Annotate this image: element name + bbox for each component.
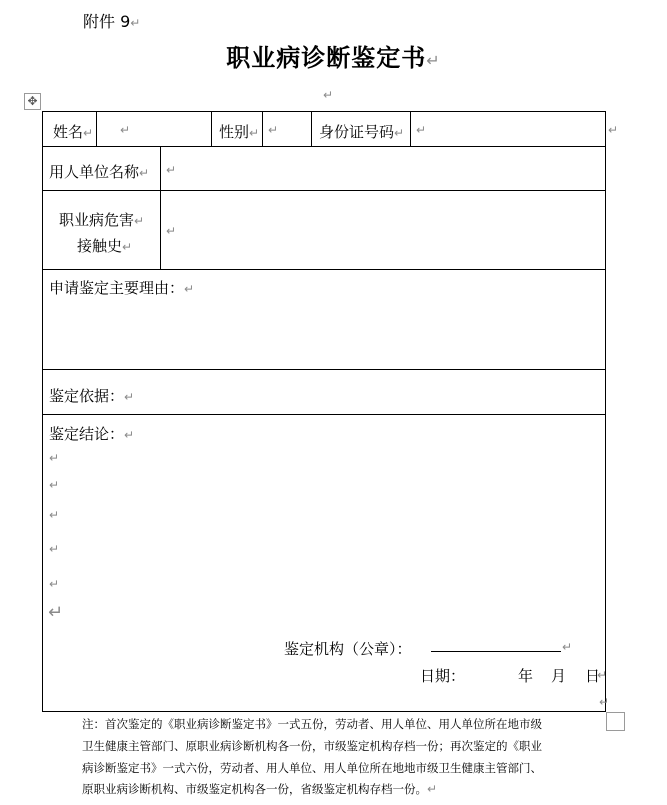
agency-seal-label: 鉴定机构（公章）： — [284, 640, 412, 658]
date-day-label: 日 — [585, 667, 601, 685]
exposure-history-label: 职业病危害↵ — [59, 211, 145, 229]
note-line-3: 病诊断鉴定书》一式六份，劳动者、用人单位、用人单位所在地地市级卫生健康主管部门、 — [82, 761, 542, 775]
row-divider — [42, 190, 606, 191]
paragraph-mark: ↵ — [49, 542, 60, 556]
row-divider — [42, 369, 606, 370]
table-move-handle-icon[interactable]: ✥ — [24, 93, 41, 110]
gender-field[interactable]: ↵ — [268, 123, 279, 137]
paragraph-mark: ↵ — [323, 88, 334, 102]
paragraph-mark: ↵ — [597, 668, 608, 682]
id-number-field[interactable]: ↵ — [416, 123, 427, 137]
date-year-label: 年 — [518, 667, 534, 685]
attachment-label: 附件 9↵ — [83, 12, 141, 31]
exposure-history-label-2: 接触史↵ — [77, 237, 133, 255]
table-resize-handle-icon[interactable] — [606, 712, 625, 731]
paragraph-mark: ↵ — [49, 508, 60, 522]
reason-label: 申请鉴定主要理由：↵ — [49, 279, 195, 297]
table-border-left — [42, 111, 43, 712]
note-line-2: 卫生健康主管部门、原职业病诊断机构各一份，市级鉴定机构存档一份；再次鉴定的《职业 — [82, 739, 542, 753]
conclusion-label: 鉴定结论：↵ — [49, 425, 135, 443]
id-number-label: 身份证号码↵ — [319, 123, 405, 141]
paragraph-mark: ↵ — [49, 577, 60, 591]
cell-divider — [96, 111, 97, 146]
employer-label: 用人单位名称↵ — [49, 163, 150, 181]
cell-divider — [211, 111, 212, 146]
table-border-top — [42, 111, 606, 112]
cell-divider — [160, 146, 161, 269]
row-end-mark: ↵ — [608, 123, 619, 137]
agency-seal-field[interactable] — [431, 651, 561, 652]
cell-divider — [311, 111, 312, 146]
basis-label: 鉴定依据：↵ — [49, 387, 135, 405]
exposure-history-field[interactable]: ↵ — [166, 224, 177, 238]
paragraph-mark: ↵ — [599, 695, 610, 709]
row-divider — [42, 146, 606, 147]
paragraph-mark: ↵ — [49, 478, 60, 492]
name-field[interactable]: ↵ — [120, 123, 131, 137]
page-title: 职业病诊断鉴定书↵ — [226, 44, 441, 72]
row-divider — [42, 414, 606, 415]
name-label: 姓名↵ — [53, 123, 94, 141]
date-label: 日期： — [420, 667, 466, 685]
date-month-label: 月 — [551, 667, 567, 685]
note-line-4: 原职业病诊断机构、市级鉴定机构各一份，省级鉴定机构存档一份。↵ — [82, 782, 438, 796]
cell-divider — [410, 111, 411, 146]
table-border-bottom — [42, 711, 606, 712]
row-divider — [42, 269, 606, 270]
paragraph-mark: ↵ — [49, 451, 60, 465]
paragraph-mark: ↵ — [562, 640, 573, 654]
employer-field[interactable]: ↵ — [166, 163, 177, 177]
gender-label: 性别↵ — [219, 123, 260, 141]
table-border-right — [605, 111, 606, 712]
note-line-1: 注：首次鉴定的《职业病诊断鉴定书》一式五份，劳动者、用人单位、用人单位所在地市级 — [82, 717, 542, 731]
cell-divider — [262, 111, 263, 146]
paragraph-mark: ↵ — [48, 602, 64, 623]
